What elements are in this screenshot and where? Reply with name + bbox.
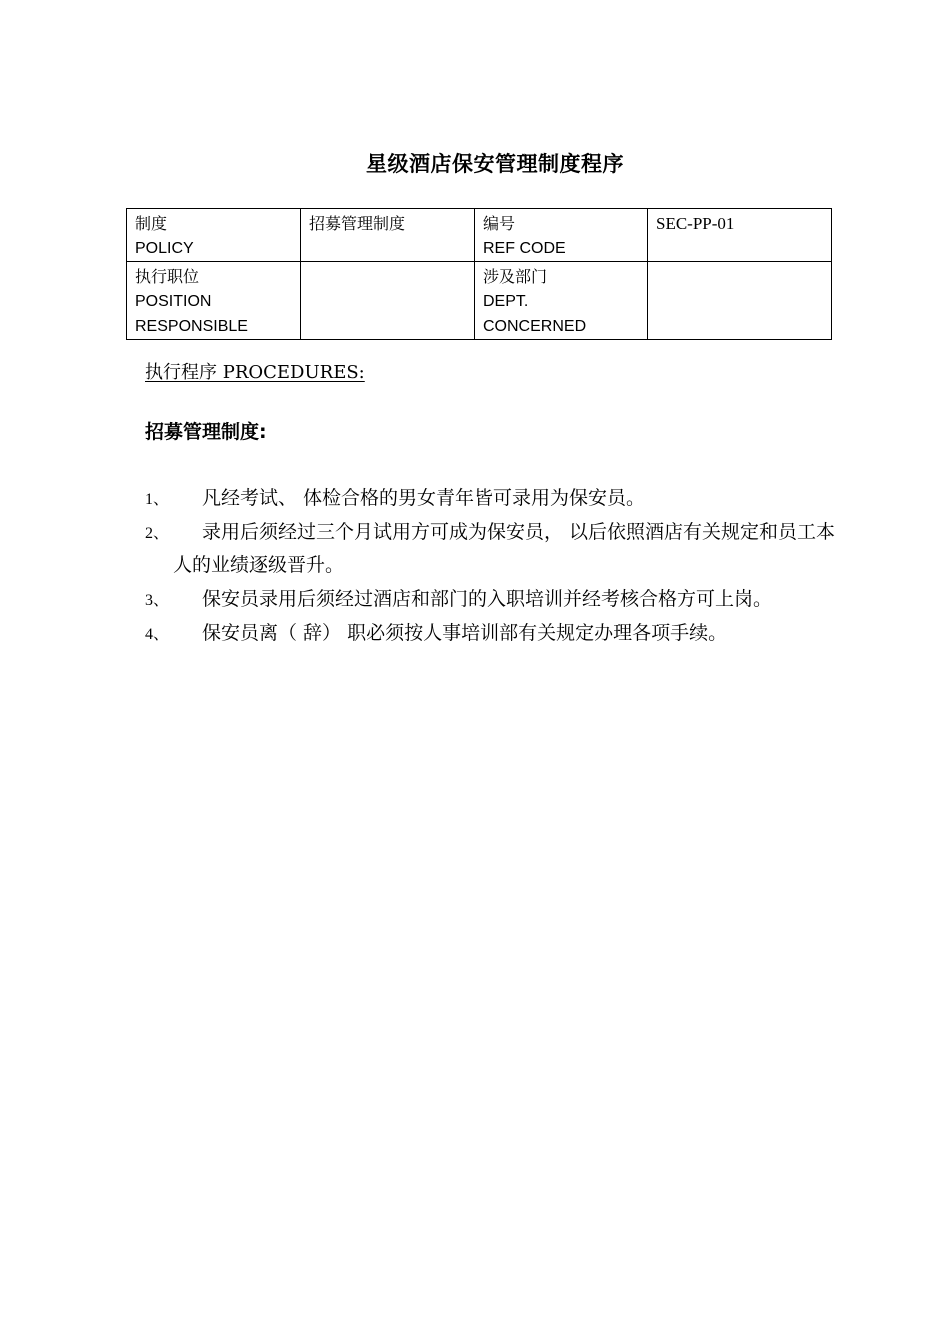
procedure-item xyxy=(145,617,850,650)
policy-label-cell xyxy=(127,209,301,262)
policy-info-table xyxy=(126,208,832,340)
policy-value-cell xyxy=(301,209,475,262)
procedure-item xyxy=(145,482,850,515)
procedure-text: 录用后须经过三个月试用方可成为保安员， 以后依照酒店有关规定和员工本人的业绩逐级晋升。 xyxy=(173,521,836,576)
procedures-heading: 执行程序 PROCEDURES: xyxy=(145,362,365,383)
position-label-cell xyxy=(127,262,301,340)
procedure-item xyxy=(145,516,850,582)
procedure-number: 1、 xyxy=(145,491,170,508)
refcode-label-en: REF CODE xyxy=(483,240,566,257)
position-label-en-1: POSITION xyxy=(135,293,212,310)
section-title: 招募管理制度: xyxy=(145,421,267,443)
procedure-number: 2、 xyxy=(145,525,170,542)
policy-label-en: POLICY xyxy=(135,240,194,257)
dept-label-cn: 涉及部门 xyxy=(483,267,548,286)
policy-value: 招募管理制度 xyxy=(309,214,406,233)
policy-row xyxy=(127,209,832,262)
position-row xyxy=(127,262,832,340)
procedure-number: 4、 xyxy=(145,626,170,643)
dept-label-cell xyxy=(475,262,648,340)
procedure-list xyxy=(145,482,850,651)
document-title: 星级酒店保安管理制度程序 xyxy=(366,152,624,176)
procedure-text: 保安员录用后须经过酒店和部门的入职培训并经考核合格方可上岗。 xyxy=(202,588,773,610)
refcode-label-cn: 编号 xyxy=(483,214,516,233)
refcode-label-cell xyxy=(475,209,648,262)
procedure-item xyxy=(145,583,850,616)
dept-value-cell xyxy=(648,262,832,340)
dept-label-en-1: DEPT. xyxy=(483,293,529,310)
policy-label-cn: 制度 xyxy=(135,214,168,233)
position-label-cn: 执行职位 xyxy=(135,267,200,286)
procedure-text: 凡经考试、 体检合格的男女青年皆可录用为保安员。 xyxy=(202,487,646,509)
procedure-text: 保安员离（ 辞） 职必须按人事培训部有关规定办理各项手续。 xyxy=(202,622,728,644)
procedure-number: 3、 xyxy=(145,592,170,609)
refcode-value-cell xyxy=(648,209,832,262)
dept-label-en-2: CONCERNED xyxy=(483,318,587,335)
position-label-en-2: RESPONSIBLE xyxy=(135,318,248,335)
refcode-value: SEC-PP-01 xyxy=(656,214,735,233)
position-value-cell xyxy=(301,262,475,340)
